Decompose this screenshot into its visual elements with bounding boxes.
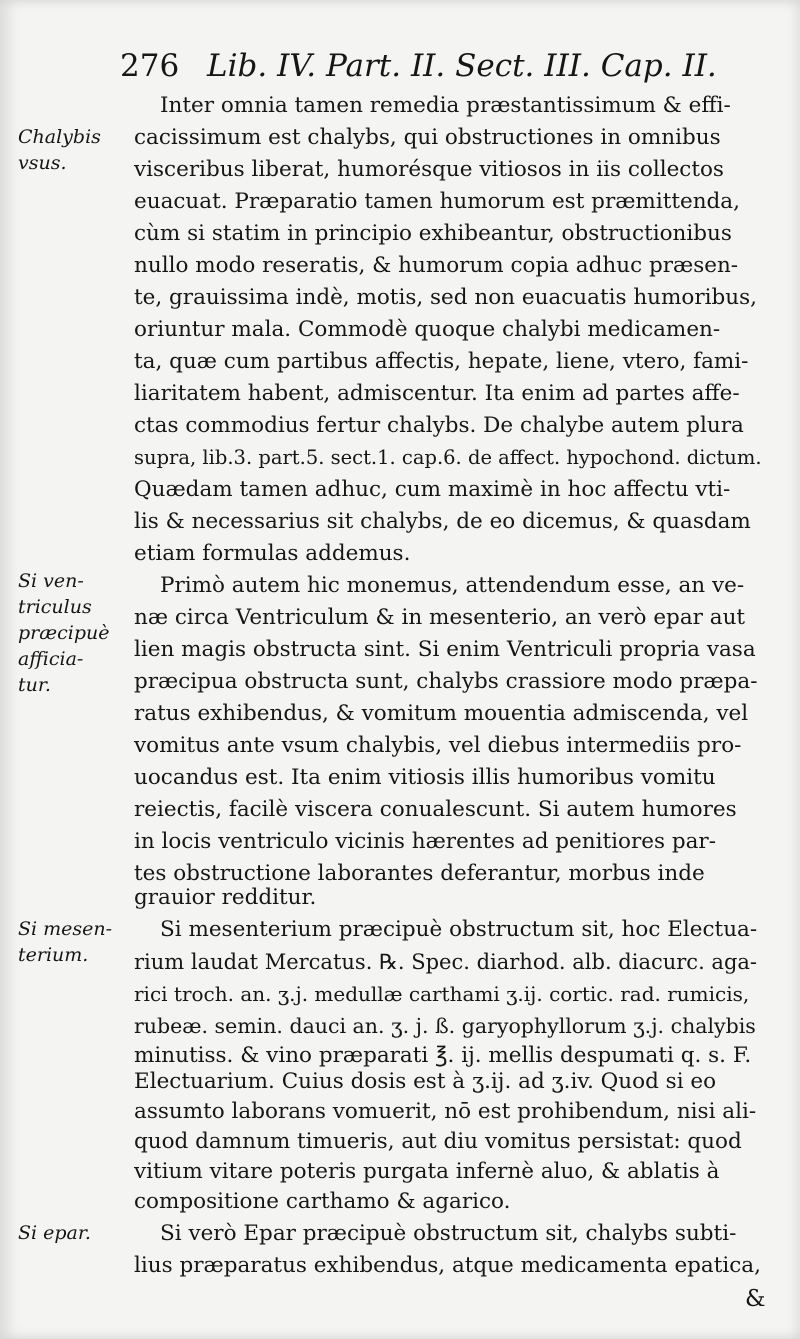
text-line: nullo modo reseratis, & humorum copia adhuc præsen-	[134, 253, 739, 278]
margin-note-line: triculus	[18, 596, 92, 618]
text-line: rubeæ. semin. dauci an. ʒ. j. ß. garyophyllorum ʒ.j. chalybis	[134, 1014, 756, 1038]
margin-note-si-mesenterium	[18, 916, 128, 968]
text-line: ta, quæ cum partibus affectis, hepate, liene, vtero, fami-	[134, 349, 749, 374]
text-line: supra, lib.3. part.5. sect.1. cap.6. de affect. hypochond. dictum.	[134, 446, 762, 469]
text-line: vomitus ante vsum chalybis, vel diebus intermediis pro-	[134, 733, 742, 758]
running-title: Lib. IV. Part. II. Sect. III. Cap. II.	[207, 48, 717, 84]
margin-note-line: afficia-	[18, 648, 84, 670]
text-line: minutiss. & vino præparati ℥. ij. mellis despumati q. s. F.	[134, 1043, 752, 1068]
text-line: oriuntur mala. Commodè quoque chalybi medicamen-	[134, 317, 721, 342]
margin-note-line: præcipuè	[18, 622, 110, 644]
catchword: &	[745, 1286, 766, 1312]
text-line: præcipua obstructa sunt, chalybs crassiore modo præpa-	[134, 669, 758, 694]
text-line: euacuat. Præparatio tamen humorum est præmittenda,	[134, 189, 740, 214]
margin-note-line: Si ven-	[18, 570, 84, 592]
margin-note-line: Chalybis	[18, 126, 101, 148]
margin-note-line: terium.	[18, 944, 89, 966]
text-line: vitium vitare poteris purgata infernè aluo, & ablatis à	[134, 1159, 720, 1184]
text-line: cùm si statim in principio exhibeantur, obstructionibus	[134, 221, 732, 246]
text-line: lis & necessarius sit chalybs, de eo dicemus, & quasdam	[134, 509, 751, 534]
text-line: Si verò Epar præcipuè obstructum sit, chalybs subti-	[160, 1221, 737, 1246]
text-line: quod damnum timueris, aut diu vomitus persistat: quod	[134, 1129, 742, 1154]
text-line: compositione carthamo & agarico.	[134, 1189, 511, 1214]
text-line: Primò autem hic monemus, attendendum esse, an ve-	[160, 573, 745, 598]
text-line: grauior redditur.	[134, 885, 317, 910]
text-line: cacissimum est chalybs, qui obstructiones in omnibus	[134, 125, 721, 150]
running-header	[120, 46, 740, 86]
text-line: reiectis, facilè viscera conualescunt. Si autem humores	[134, 797, 737, 822]
text-line: tes obstructione laborantes deferantur, morbus inde	[134, 861, 705, 886]
text-line: lien magis obstructa sint. Si enim Ventriculi propria vasa	[134, 637, 756, 662]
text-line: te, grauissima indè, motis, sed non euacuatis humoribus,	[134, 285, 757, 310]
text-line: in locis ventriculo vicinis hærentes ad penitiores par-	[134, 829, 716, 854]
text-line: næ circa Ventriculum & in mesenterio, an verò epar aut	[134, 605, 746, 630]
text-line: lius præparatus exhibendus, atque medicamenta epatica,	[134, 1253, 761, 1278]
margin-note-line: tur.	[18, 674, 51, 696]
text-line: Si mesenterium præcipuè obstructum sit, hoc Electua-	[160, 917, 758, 942]
page-number: 276	[120, 48, 180, 84]
margin-note-line: Si mesen-	[18, 918, 113, 940]
text-line: ratus exhibendus, & vomitum mouentia admiscenda, vel	[134, 701, 749, 726]
text-line: Quædam tamen adhuc, cum maximè in hoc affectu vti-	[134, 477, 731, 502]
text-line: rium laudat Mercatus. ℞. Spec. diarhod. alb. diacurc. aga-	[134, 950, 757, 974]
text-line: uocandus est. Ita enim vitiosis illis humoribus vomitu	[134, 765, 716, 790]
text-line: rici troch. an. ʒ.j. medullæ carthami ʒ.ij. cortic. rad. rumicis,	[134, 982, 750, 1006]
text-line: Electuarium. Cuius dosis est à ʒ.ij. ad ʒ.iv. Quod si eo	[134, 1069, 717, 1094]
margin-note-line: Si epar.	[18, 1222, 91, 1244]
text-line: ctas commodius fertur chalybs. De chalybe autem plura	[134, 413, 744, 438]
margin-note-chalybis-usus	[18, 124, 128, 176]
text-line: visceribus liberat, humorésque vitiosos in iis collectos	[134, 157, 724, 182]
margin-note-si-ventriculus	[18, 568, 128, 698]
text-line: Inter omnia tamen remedia præstantissimum & effi-	[160, 93, 731, 118]
margin-note-si-epar	[18, 1220, 128, 1246]
margin-note-line: vsus.	[18, 152, 67, 174]
text-line: assumto laborans vomuerit, nō est prohibendum, nisi ali-	[134, 1099, 757, 1124]
text-line: etiam formulas addemus.	[134, 541, 411, 566]
text-line: liaritatem habent, admiscentur. Ita enim ad partes affe-	[134, 381, 740, 406]
